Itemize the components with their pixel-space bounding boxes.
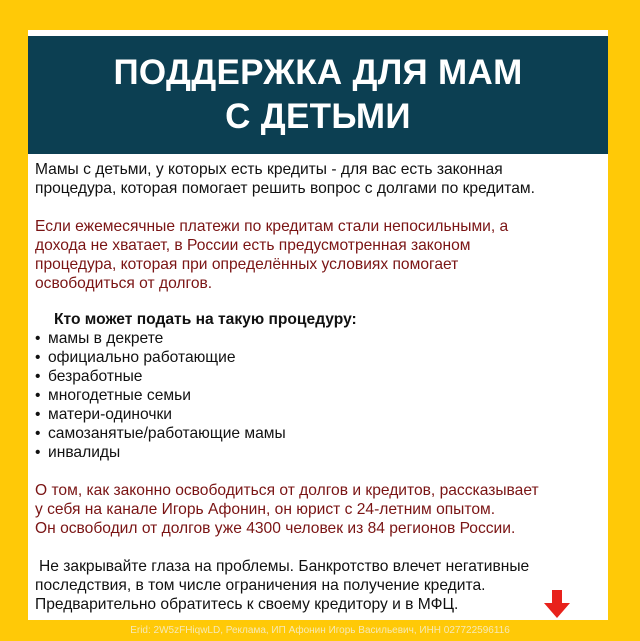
ad-content bbox=[35, 160, 603, 614]
list-item-label: мамы в декрете bbox=[48, 330, 164, 347]
title-banner bbox=[28, 36, 608, 154]
bullet-icon: • bbox=[35, 444, 41, 461]
list-item-label: матери-одиночки bbox=[48, 406, 173, 423]
disclaimer-line-2: последствия, в том числе ограничения на получение кредита. bbox=[35, 577, 486, 594]
bullet-icon: • bbox=[35, 406, 41, 423]
channel-line-1: О том, как законно освободиться от долгов и кредитов, рассказывает bbox=[35, 482, 539, 499]
ad-disclosure-footer: Erid: 2W5zFHiqwLD, Реклама, ИП Афонин Игорь Васильевич, ИНН 027722596116 bbox=[130, 625, 510, 636]
banner-title-line-1: ПОДДЕРЖКА ДЛЯ МАМ bbox=[113, 53, 523, 92]
list-item bbox=[35, 348, 603, 367]
list-item-label: официально работающие bbox=[48, 349, 236, 366]
list-item bbox=[35, 386, 603, 405]
banner-title-line-2: С ДЕТЬМИ bbox=[225, 97, 411, 136]
disclaimer-line-3: Предварительно обратитесь к своему кредитору и в МФЦ. bbox=[35, 596, 459, 613]
list-item-label: безработные bbox=[48, 368, 143, 385]
list-item-label: самозанятые/работающие мамы bbox=[48, 425, 286, 442]
warning-line-4: освободиться от долгов. bbox=[35, 275, 213, 292]
ad-card bbox=[28, 30, 608, 620]
arrow-down-icon bbox=[544, 590, 570, 618]
bullet-icon: • bbox=[35, 425, 41, 442]
list-item bbox=[35, 424, 603, 443]
list-item-label: многодетные семьи bbox=[48, 387, 191, 404]
channel-line-3: Он освободил от долгов уже 4300 человек из 84 регионов России. bbox=[35, 520, 516, 537]
warning-line-3: процедура, которая при определённых условиях помогает bbox=[35, 256, 459, 273]
bullet-icon: • bbox=[35, 368, 41, 385]
disclaimer-line-1: Не закрывайте глаза на проблемы. Банкротство влечет негативные bbox=[39, 558, 530, 575]
warning-line-1: Если ежемесячные платежи по кредитам стали непосильными, а bbox=[35, 218, 509, 235]
bullet-icon: • bbox=[35, 330, 41, 347]
channel-paragraph bbox=[35, 481, 603, 538]
list-item-label: инвалиды bbox=[48, 444, 121, 461]
bullet-icon: • bbox=[35, 349, 41, 366]
channel-line-2: у себя на канале Игорь Афонин, он юрист с 24-летним опытом. bbox=[35, 501, 496, 518]
list-item bbox=[35, 405, 603, 424]
list-item bbox=[35, 443, 603, 462]
warning-paragraph bbox=[35, 217, 603, 293]
intro-paragraph bbox=[35, 160, 603, 198]
disclaimer-paragraph bbox=[35, 557, 603, 614]
intro-line-2: процедура, которая помогает решить вопрос с долгами по кредитам. bbox=[35, 180, 535, 197]
eligibility-title: Кто может подать на такую процедуру: bbox=[54, 311, 357, 328]
eligibility-list bbox=[35, 329, 603, 462]
intro-line-1: Мамы с детьми, у которых есть кредиты - для вас есть законная bbox=[35, 161, 503, 178]
list-item bbox=[35, 367, 603, 386]
list-item bbox=[35, 329, 603, 348]
warning-line-2: дохода не хватает, в России есть предусмотренная законом bbox=[35, 237, 471, 254]
bullet-icon: • bbox=[35, 387, 41, 404]
